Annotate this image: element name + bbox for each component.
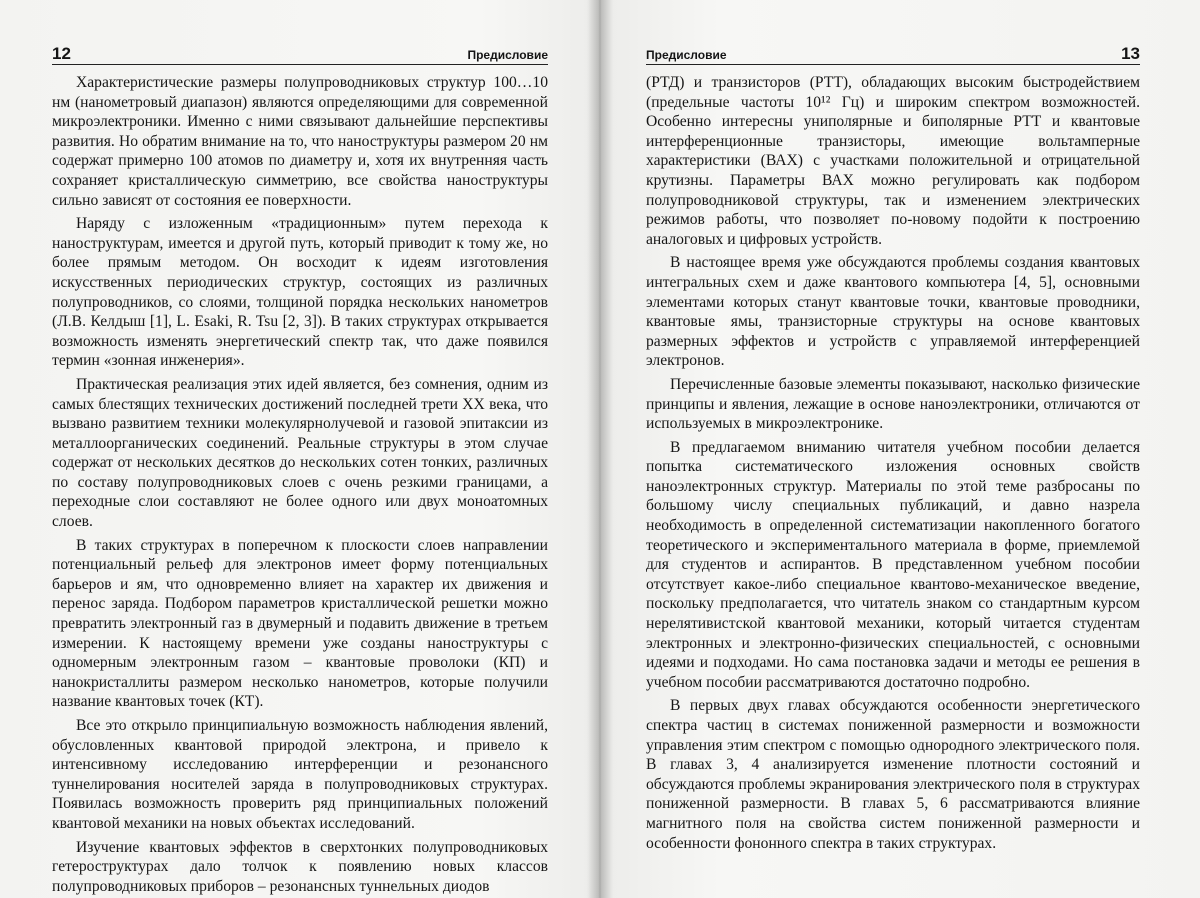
paragraph: (РТД) и транзисторов (РТТ), обладающих высоким быстродействием (предельные частоты 10¹² Гц) и широким спектром возможностей. Особенно интересны униполярные и биполярные РТТ и квантовые интерференционные транзисторы, имеющие вольтамперные характеристики (ВАХ) с участками положительной и отрицательной крутизны. Параметры ВАХ можно регулировать как подбором полупроводниковой структуры, так и изменением электрических режимов работы, что позволяет по-новому подойти к построению аналоговых и цифровых устройств. [646,74,1140,248]
paragraph: В предлагаемом вниманию читателя учебном пособии делается попытка систематического изложения основных свойств наноэлектронных структур. Материалы по этой теме разбросаны по большому числу специальных публикаций, и давно назрела необходимость в определенной систематизации накопленного богатого теоретического и экспериментального материала в форме, приемлемой для студентов и аспирантов. В представленном учебном пособии отсутствует какое-либо специальное квантово-механическое введение, поскольку предполагается, что читатель знаком со стандартным курсом нерелятивистской квантовой механики, который читается студентам электронных и электронно-физических специальностей, с основными идеями и подходами. Но сама постановка задачи и методы ее решения в учебном пособии рассматриваются достаточно подробно. [646,438,1140,691]
paragraph: В первых двух главах обсуждаются особенности энергетического спектра частиц в системах пониженной размерности и возможности управления этим спектром с помощью однородного электрического поля. В главах 3, 4 анализируется изменение плотности состояний и обсуждаются проблемы экранирования электрического поля в структурах пониженной размерности. В главах 5, 6 рассматриваются влияние магнитного поля на свойства систем пониженной размерности и особенности фононного спектра в таких структурах. [646,697,1140,852]
left-page-body [52,73,548,896]
paragraph: Характеристические размеры полупроводниковых структур 100…10 нм (нанометровый диапазон) являются определяющими для современной микроэлектроники. Именно с ними связывают дальнейшие перспективы развития. Но обратим внимание на то, что наноструктуры размером 20 нм содержат примерно 100 атомов по диаметру и, хотя их внутренняя часть сохраняет кристаллическую симметрию, все свойства наноструктуры сильно зависят от состояния ее поверхности. [52,74,548,209]
right-page-header [646,38,1140,65]
right-page-body [646,73,1140,853]
paragraph: Наряду с изложенным «традиционным» путем перехода к наноструктурам, имеется и другой путь, который приводит к тому же, но более прямым методом. Он восходит к идеям изготовления искусственных периодических структур, состоящих из различных полупроводников, со слоями, толщиной порядка нескольких нанометров (Л.В. Келдыш [1], L. Esaki, R. Tsu [2, 3]). В таких структурах открывается возможность изменять энергетический спектр так, что даже появился термин «зонная инженерия». [52,215,548,370]
book-gutter [586,0,614,898]
left-page [52,38,548,895]
left-running-head: Предисловие [467,48,548,62]
right-page-number: 13 [1121,44,1140,63]
paragraph: Все это открыло принципиальную возможность наблюдения явлений, обусловленных квантовой природой электрона, и привело к интенсивному исследованию интерференции и резонансного туннелирования носителей заряда в полупроводниковых структурах. Появилась возможность проверить ряд принципиальных положений квантовой механики на новых объектах исследований. [52,717,548,832]
paragraph: Изучение квантовых эффектов в сверхтонких полупроводниковых гетероструктурах дало толчок к появлению новых классов полупроводниковых приборов – резонансных туннельных диодов [52,838,548,895]
paragraph: В настоящее время уже обсуждаются проблемы создания квантовых интегральных схем и даже квантового компьютера [4, 5], основными элементами которых станут квантовые точки, квантовые проводники, квантовые ямы, транзисторные структуры на основе квантовых размерных эффектов и устройств с управляемой интерференцией электронов. [646,254,1140,370]
paragraph: Практическая реализация этих идей является, без сомнения, одним из самых блестящих технических достижений последней трети XX века, что вызвано развитием техники молекулярнолучевой и газовой эпитаксии из металлоорганических соединений. Реальные структуры в этом случае содержат от нескольких десятков до нескольких сотен тонких, различных по составу полупроводниковых слоев с очень резкими границами, а переходные слои составляют не более одного или двух моноатомных слоев. [52,375,548,531]
left-page-header [52,38,548,65]
right-page [646,38,1140,888]
left-page-number: 12 [52,44,71,63]
paragraph: Перечисленные базовые элементы показывают, насколько физические принципы и явления, лежащие в основе наноэлектроники, отличаются от используемых в микроэлектронике. [646,375,1140,433]
paragraph: В таких структурах в поперечном к плоскости слоев направлении потенциальный рельеф для электронов имеет форму потенциальных барьеров и ям, что одновременно влияет на характер их движения и перенос заряда. Подбором параметров кристаллической решетки можно превратить электронный газ в двумерный и подавить движение в третьем измерении. К настоящему времени уже созданы наноструктуры с одномерным электронным газом – квантовые проволоки (КП) и нанокристаллиты размером несколько нанометров, которые получили название квантовых точек (КТ). [52,536,548,711]
right-running-head: Предисловие [646,48,727,62]
